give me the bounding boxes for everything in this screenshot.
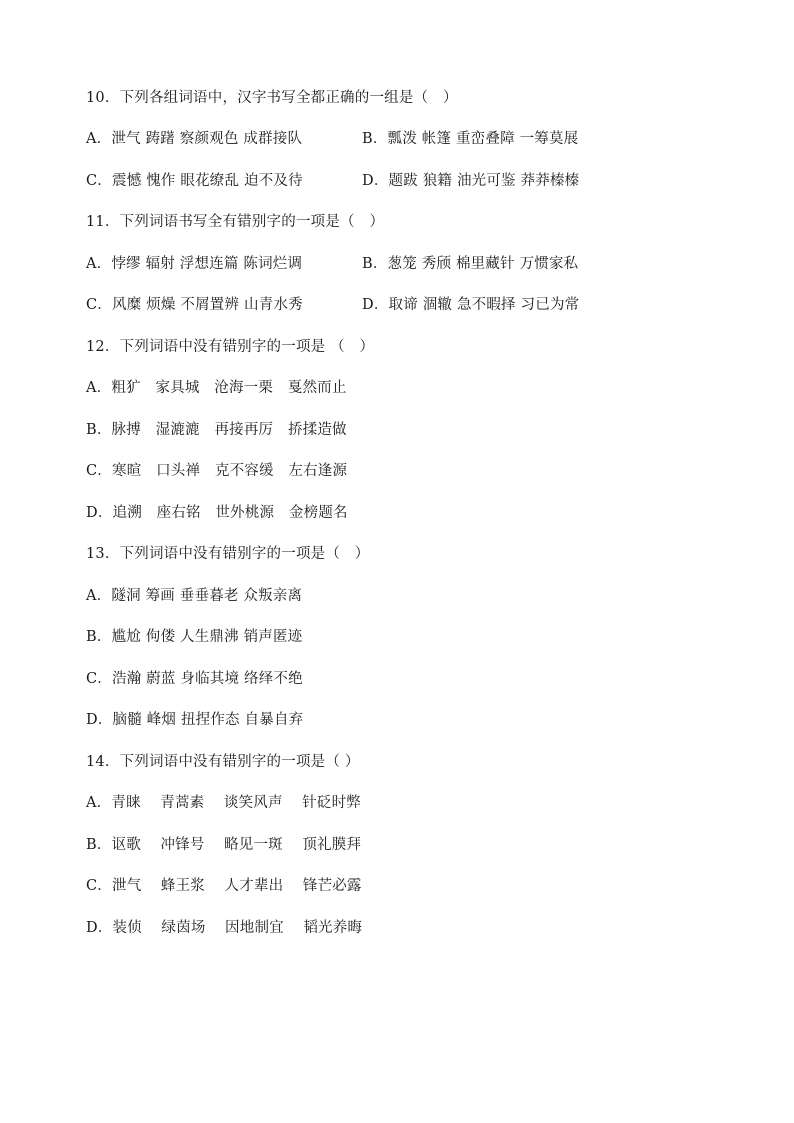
- question-13-option-d: D．脑髓 峰烟 扭捏作态 自暴自弃: [86, 712, 304, 728]
- question-10-option-a: A．泄气 踌躇 察颜观色 成群接队: [86, 131, 303, 147]
- question-11-option-b: B．葱笼 秀颀 棉里藏针 万惯家私: [362, 256, 579, 272]
- question-13-stem: 13．下列词语中没有错别字的一项是（ ）: [86, 546, 370, 562]
- question-13-option-b: B．尴尬 佝偻 人生鼎沸 销声匿迹: [86, 629, 303, 645]
- question-11-option-d: D．取谛 涸辙 急不暇择 习已为常: [362, 297, 580, 313]
- question-14-option-c: C．泄气 蜂王浆 人才辈出 锋芒必露: [86, 878, 362, 894]
- question-13-option-c: C．浩瀚 蔚蓝 身临其境 络绎不绝: [86, 671, 303, 687]
- question-11-option-c: C．风糜 烦燥 不屑置辨 山青水秀: [86, 297, 303, 313]
- question-10-option-b: B．瓢泼 帐篷 重峦叠障 一筹莫展: [362, 131, 579, 147]
- question-11-stem: 11．下列词语书写全有错别字的一项是（ ）: [86, 214, 385, 230]
- question-10-option-d: D．题跋 狼籍 油光可鉴 莽莽榛榛: [362, 173, 580, 189]
- question-10-stem: 10．下列各组词语中，汉字书写全都正确的一组是（ ）: [86, 90, 458, 106]
- question-12-option-a: A．粗犷 家具城 沧海一栗 戛然而止: [86, 380, 347, 396]
- question-14-option-b: B．讴歌 冲锋号 略见一斑 顶礼膜拜: [86, 837, 362, 853]
- question-11-option-a: A．悖缪 辐射 浮想连篇 陈词烂调: [86, 256, 303, 272]
- question-14-option-d: D．装侦 绿茵场 因地制宜 韬光养晦: [86, 920, 363, 936]
- question-12-option-d: D．追溯 座右铭 世外桃源 金榜题名: [86, 505, 348, 521]
- question-12-stem: 12．下列词语中没有错别字的一项是 （ ）: [86, 339, 375, 355]
- question-12-option-b: B．脉搏 湿漉漉 再接再厉 挢揉造做: [86, 422, 347, 438]
- question-13-option-a: A．隧洞 筹画 垂垂暮老 众叛亲离: [86, 588, 303, 604]
- question-14-stem: 14．下列词语中没有错别字的一项是（ ）: [86, 754, 360, 770]
- question-10-option-c: C．震憾 愧作 眼花缭乱 迫不及待: [86, 173, 303, 189]
- question-12-option-c: C．寒暄 口头禅 克不容缓 左右逢源: [86, 463, 348, 479]
- question-14-option-a: A．青睐 青蒿素 谈笑风声 针砭时弊: [86, 795, 361, 811]
